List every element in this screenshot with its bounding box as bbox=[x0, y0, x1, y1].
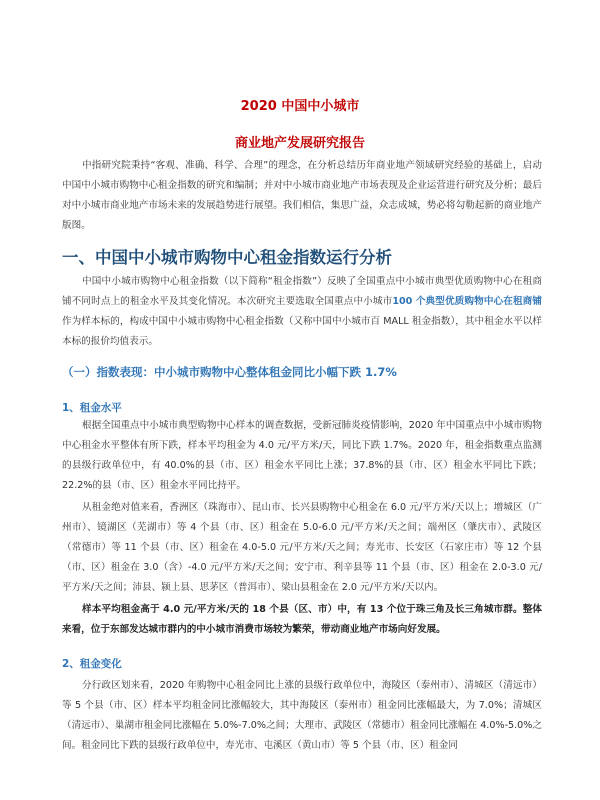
section-heading-1: 一、中国中小城市购物中心租金指数运行分析 bbox=[62, 248, 392, 267]
item-heading-rent-level: 1、租金水平 bbox=[62, 402, 122, 414]
rent-change-paragraph-1: 分行政区划来看，2020 年购物中心租金同比上涨的县级行政单位中，海陵区（泰州市）、清城区（清远市）等 5 个县（市、区）样本平均租金同比涨幅较大，其中海陵区（泰州市）租金同比涨幅最大，为 7.0%；清城区（清远市）、巢湖市租金同比涨幅在 5.0%-7.0%之间；大理市、武陵区（常德市）租金同比涨幅在 4.0%-5.0%之间。租金同比下跌的县级行政单位中，寿光市、屯溪区（黄山市）等 5 个县（市、区）租金同 bbox=[62, 680, 542, 751]
section1-text-b: 作为样本标的，构成中国中小城市购物中心租金指数（又称中国中小城市百 MALL 租金指数），其中租金水平以样本标的报价均值表示。 bbox=[62, 316, 542, 347]
intro-paragraph: 中指研究院秉持“客观、准确、科学、合理”的理念，在分析总结历年商业地产领域研究经验的基础上，启动中国中小城市购物中心租金指数的研究和编制；并对中小城市商业地产市场表现及企业运营进行研究及分析；最后对中小城市商业地产市场未来的发展趋势进行展望。我们相信，集思广益，众志成城，势必将勾勒起新的商业地产版图。 bbox=[62, 160, 542, 231]
section1-text-a: 中国中小城市购物中心租金指数（以下简称“租金指数”）反映了全国重点中小城市典型优质购物中心在租商铺不同时点上的租金水平及其变化情况。本次研究主要选取全国重点中小城市 bbox=[62, 276, 542, 307]
section1-highlight: 100 个典型优质购物中心在租商铺 bbox=[392, 296, 542, 307]
rent-level-paragraph-2: 从租金绝对值来看，香洲区（珠海市）、昆山市、长兴县购物中心租金在 6.0 元/平方米/天以上；增城区（广州市）、镜湖区（芜湖市）等 4 个县（市、区）租金在 5.0-6.0 元/平方米/天之间；端州区（肇庆市）、武陵区（常德市）等 11 个县（市、区）租金在 4.0-5.0 元/平方米/天之间；寿光市、长安区（石家庄市）等 12 个县（市、区）租金在 3.0（含）-4.0 元/平方米/天之间；安宁市、利辛县等 11 个县（市、区）租金在 2.0-3.0 元/平方米/天之间；沛县、颍上县、思茅区（普洱市）、梁山县租金在 2.0 元/平方米/天以内。 bbox=[62, 502, 542, 593]
section1-paragraph bbox=[62, 272, 542, 352]
item-heading-rent-change: 2、租金变化 bbox=[62, 658, 122, 670]
report-title-line2: 商业地产发展研究报告 bbox=[234, 136, 365, 151]
report-title-line1: 2020 中国中小城市 bbox=[240, 99, 360, 114]
subsection-heading-1: （一）指数表现：中小城市购物中心整体租金同比小幅下跌 1.7% bbox=[62, 365, 397, 379]
rent-level-paragraph-3: 样本平均租金高于 4.0 元/平方米/天的 18 个县（区、市）中，有 13 个位于珠三角及长三角城市群。整体来看，位于东部发达城市群内的中小城市消费市场较为繁荣，带动商业地产市场向好发展。 bbox=[62, 604, 542, 635]
rent-level-paragraph-1: 根据全国重点中小城市典型购物中心样本的调查数据，受新冠肺炎疫情影响，2020 年中国重点中小城市购物中心租金水平整体有所下跌，样本平均租金为 4.0 元/平方米/天，同比下跌 1.7%。2020 年，租金指数重点监测的县级行政单位中，有 40.0%的县（市、区）租金水平同比上涨；37.8%的县（市、区）租金水平同比下跌；22.2%的县（市、区）租金水平同比持平。 bbox=[62, 420, 542, 491]
